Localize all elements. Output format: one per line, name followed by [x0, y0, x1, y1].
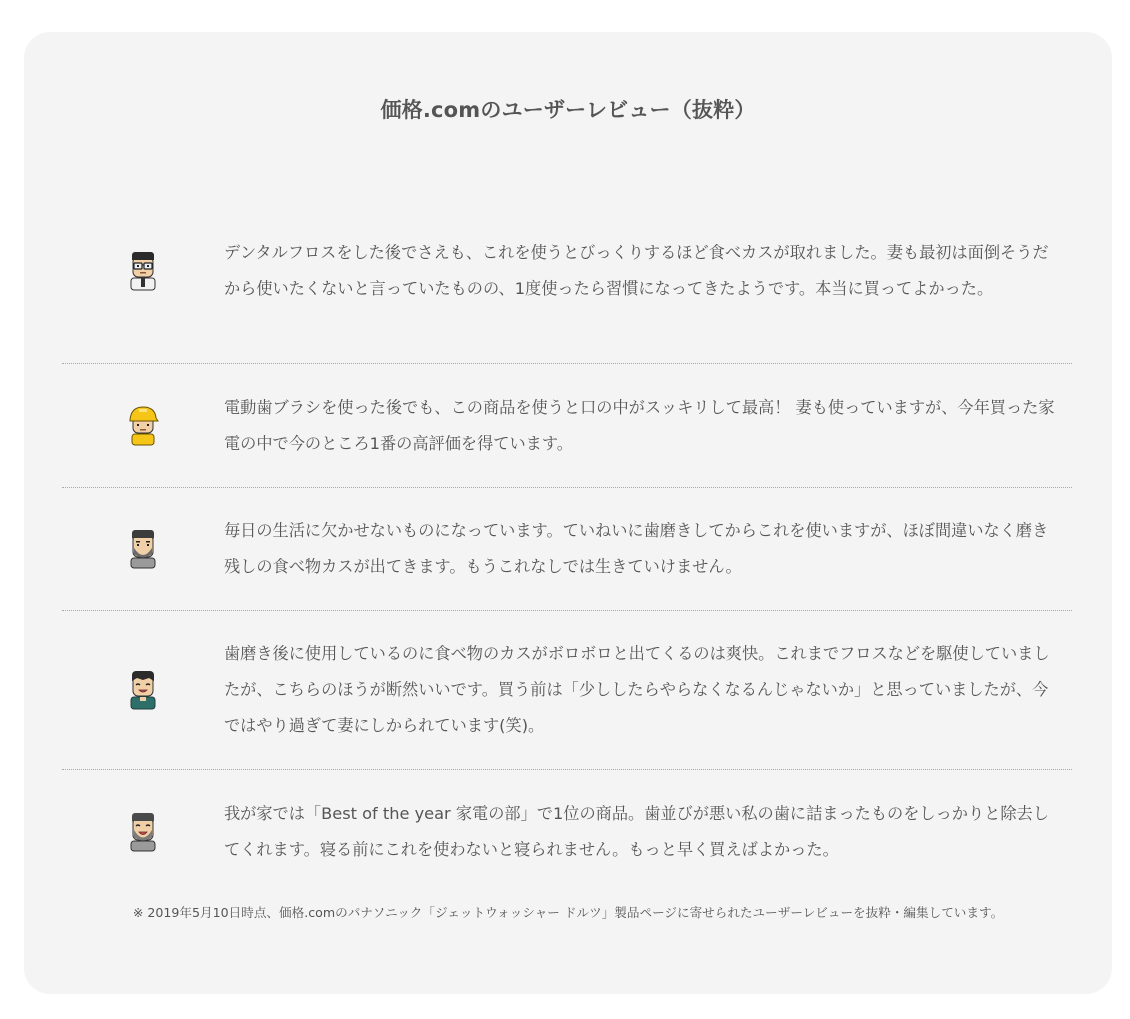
bearded-man-avatar-icon	[125, 528, 161, 570]
review-text: 毎日の生活に欠かせないものになっています。ていねいに歯磨きしてからこれを使いますが、ほぼ間違いなく磨き残しの食べ物カスが出てきます。もうこれなしでは生きていけません。	[224, 521, 1049, 576]
review-item	[62, 770, 1072, 894]
review-item	[62, 488, 1072, 611]
review-item	[62, 178, 1072, 364]
review-card	[24, 32, 1112, 994]
man-yellow-cap-avatar-icon	[125, 405, 161, 447]
review-text: 電動歯ブラシを使った後でも、この商品を使うと口の中がスッキリして最高！ 妻も使っていますが、今年買った家電の中で今のところ1番の高評価を得ています。	[224, 397, 1055, 453]
section-title: 価格.comのユーザーレビュー（抜粋）	[380, 98, 756, 122]
footnote: ※ 2019年5月10日時点、価格.comのパナソニック「ジェットウォッシャー ドルツ」製品ページに寄せられたユーザーレビューを抜粋・編集しています。	[132, 905, 1004, 920]
review-list	[62, 178, 1072, 894]
review-text: デンタルフロスをした後でさえも、これを使うとびっくりするほど食べカスが取れました。妻も最初は面倒そうだから使いたくないと言っていたものの、1度使ったら習慣になってきたようです。本当に買ってよかった。	[224, 242, 1049, 298]
smiling-man-avatar-icon	[125, 669, 161, 711]
laughing-bearded-man-avatar-icon	[125, 811, 161, 853]
man-with-glasses-avatar-icon	[125, 250, 161, 292]
review-item	[62, 364, 1072, 488]
review-item	[62, 611, 1072, 770]
review-text: 歯磨き後に使用しているのに食べ物のカスがボロボロと出てくるのは爽快。これまでフロスなどを駆使していましたが、こちらのほうが断然いいです。買う前は「少ししたらやらなくなるんじゃないか」と思っていましたが、今ではやり過ぎて妻にしかられています(笑)。	[224, 644, 1050, 735]
review-text: 我が家では「Best of the year 家電の部」で1位の商品。歯並びが悪い私の歯に詰まったものをしっかりと除去してくれます。寝る前にこれを使わないと寝られません。もっと早く買えばよかった。	[224, 804, 1049, 859]
